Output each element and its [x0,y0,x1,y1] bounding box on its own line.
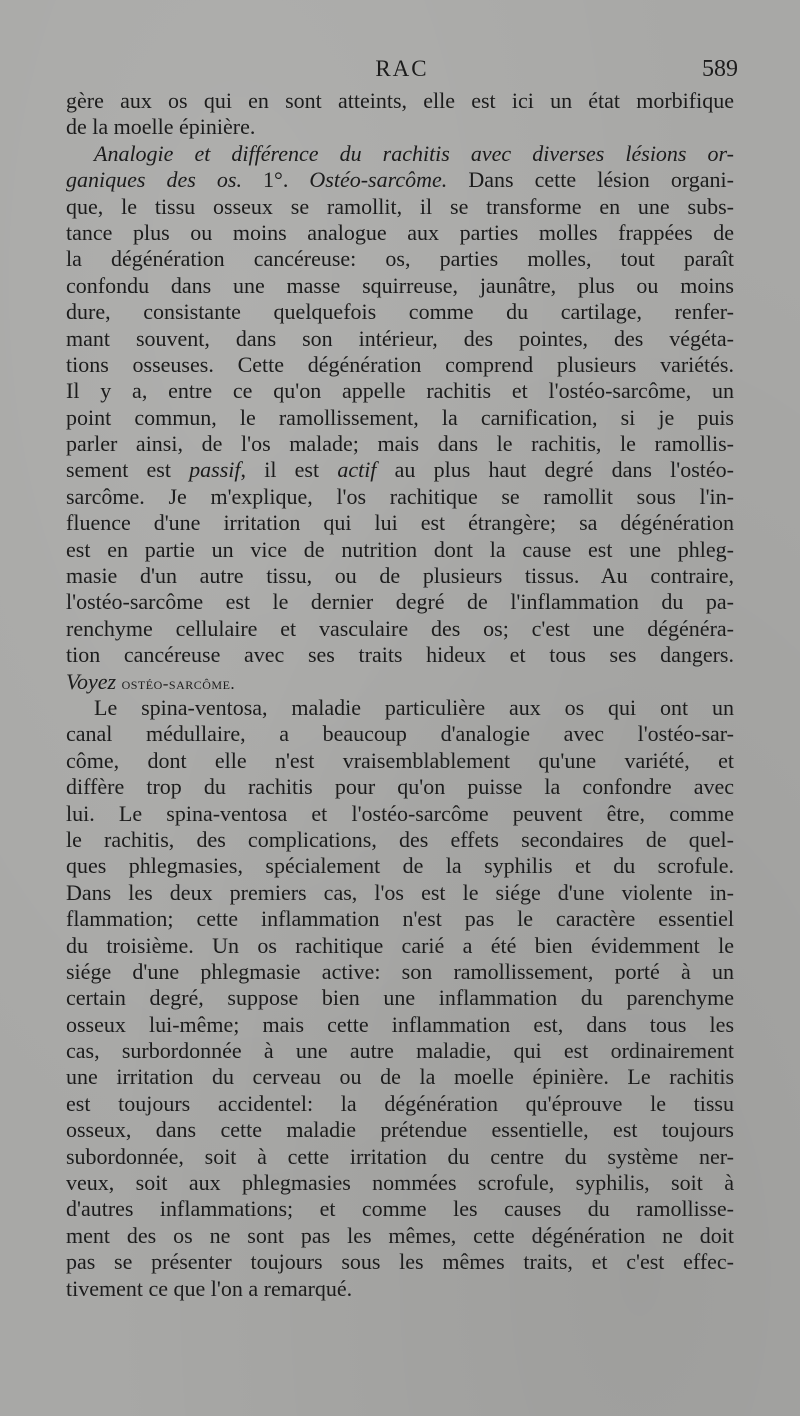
text-line: osseux lui-même; mais cette inflammation est, dans tous les [66,1011,734,1037]
text-line: renchyme cellulaire et vasculaire des os; c'est une dégénéra- [66,615,734,641]
italic-fragment: ganiques des os. [66,167,242,193]
page-number: 589 [702,56,738,82]
text-line: certain degré, suppose bien une inflammation du parenchyme [66,985,734,1011]
text-line: Le spina-ventosa, maladie particulière aux os qui ont un [94,694,734,720]
text-line: veux, soit aux phlegmasies nommées scrofule, syphilis, soit à [66,1170,734,1196]
section-heading-line: Analogie et différence du rachitis avec diverses lésions or- [94,140,734,166]
text-line: point commun, le ramollissement, la carnification, si je puis [66,404,734,430]
text-line: cas, surbordonnée à une autre maladie, qui est ordinairement [66,1038,734,1064]
text-line: tions osseuses. Cette dégénération comprend plusieurs variétés. [66,351,734,377]
body-text [66,88,734,1302]
text-line: canal médullaire, a beaucoup d'analogie avec l'ostéo-sar- [66,721,734,747]
text-fragment: au plus haut degré dans l'ostéo- [376,457,734,483]
cross-reference-line [66,669,734,695]
text-line: masie d'un autre tissu, ou de plusieurs tissus. Au contraire, [66,563,734,589]
text-line: pas se présenter toujours sous les mêmes traits, et c'est effec- [66,1249,734,1275]
text-line: mant souvent, dans son intérieur, des pointes, des végéta- [66,325,734,351]
text-line: la dégénération cancéreuse: os, parties molles, tout paraît [66,246,734,272]
text-line: tivement ce que l'on a remarqué. [66,1275,353,1301]
text-line: dure, consistante quelquefois comme du cartilage, renfer- [66,299,734,325]
text-line: le rachitis, des complications, des effets secondaires de quel- [66,826,734,852]
text-line: parler ainsi, de l'os malade; mais dans le rachitis, le ramollis- [66,431,734,457]
text-line: siége d'une phlegmasie active: son ramollissement, porté à un [66,958,734,984]
text-line: subordonnée, soit à cette irritation du centre du système ner- [66,1143,734,1169]
small-caps-reference: ostéo-sarcôme. [121,673,236,693]
text-line: ques phlegmasies, spécialement de la syphilis et du scrofule. [66,853,734,879]
running-head: RAC [375,56,429,81]
text-line: du troisième. Un os rachitique carié a été bien évidemment le [66,932,734,958]
text-line: tance plus ou moins analogue aux parties molles frappées de [66,219,734,245]
text-line: Il y a, entre ce qu'on appelle rachitis et l'ostéo-sarcôme, un [66,378,734,404]
text-line: Dans les deux premiers cas, l'os est le siége d'une violente in- [66,879,734,905]
italic-fragment: Ostéo-sarcôme. [309,167,448,193]
text-line: l'ostéo-sarcôme est le dernier degré de l'inflammation du pa- [66,589,734,615]
text-line [66,167,734,193]
text-line: ment des os ne sont pas les mêmes, cette dégénération ne doit [66,1222,734,1248]
text-line: que, le tissu osseux se ramollit, il se transforme en une subs- [66,193,734,219]
italic-fragment: passif [189,457,241,483]
text-line: une irritation du cerveau ou de la moelle épinière. Le rachitis [66,1064,734,1090]
text-line: osseux, dans cette maladie prétendue essentielle, est toujours [66,1117,734,1143]
text-line: confondu dans une masse squirreuse, jaunâtre, plus ou moins [66,272,734,298]
text-line: de la moelle épinière. [66,114,256,140]
text-fragment: sement est [66,457,190,483]
text-line: fluence d'une irritation qui lui est étrangère; sa dégénération [66,510,734,536]
text-fragment: , il est [240,457,338,483]
text-line: flammation; cette inflammation n'est pas le caractère essentiel [66,906,734,932]
text-line [66,457,734,483]
text-line: diffère trop du rachitis pour qu'on puisse la confondre avec [66,774,734,800]
text-line: sarcôme. Je m'explique, l'os rachitique se ramollit sous l'in- [66,483,734,509]
text-line: côme, dont elle n'est vraisemblablement qu'une variété, et [66,747,734,773]
text-line: tion cancéreuse avec ses traits hideux et tous ses dangers. [66,642,734,668]
text-line: d'autres inflammations; et comme les causes du ramollisse- [66,1196,734,1222]
text-line: lui. Le spina-ventosa et l'ostéo-sarcôme peuvent être, comme [66,800,734,826]
page-header [66,54,738,90]
text-fragment: 1°. [241,167,310,193]
text-line: est en partie un vice de nutrition dont la cause est une phleg- [66,536,734,562]
text-line: est toujours accidentel: la dégénération qu'éprouve le tissu [66,1090,734,1116]
text-fragment: Dans cette lésion organi- [447,167,734,193]
italic-fragment: actif [337,457,377,483]
text-line: gère aux os qui en sont atteints, elle est ici un état morbifique [66,88,734,113]
italic-fragment: Voyez [66,668,117,694]
